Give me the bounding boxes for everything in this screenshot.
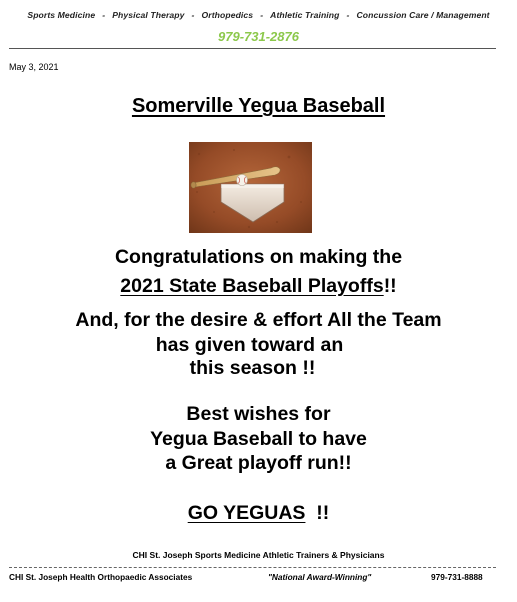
wishes-line-1: Best wishes for	[186, 403, 331, 425]
separator: -	[191, 10, 195, 20]
service-concussion-care: Concussion Care / Management	[356, 10, 490, 20]
services-line	[0, 10, 517, 20]
footer-divider	[9, 567, 496, 568]
footer-award: "National Award-Winning"	[268, 572, 372, 582]
service-athletic-training: Athletic Training	[270, 10, 340, 20]
desire-line-3: this season !!	[189, 357, 316, 379]
desire-line-1: And, for the desire & effort All the Team	[75, 309, 442, 331]
baseball-photo-graphic	[189, 142, 312, 233]
separator: -	[346, 10, 350, 20]
desire-line-2: has given toward an	[155, 334, 344, 356]
cheer-line	[0, 502, 517, 525]
service-orthopedics: Orthopedics	[201, 10, 254, 20]
service-sports-medicine: Sports Medicine	[27, 10, 96, 20]
service-physical-therapy: Physical Therapy	[112, 10, 185, 20]
header-divider	[9, 48, 496, 49]
state-playoffs-text: 2021 State Baseball Playoffs	[120, 275, 384, 297]
congrats-exclaim: !!	[383, 275, 397, 297]
header-phone[interactable]: 979-731-2876	[218, 29, 299, 44]
congrats-line-2	[0, 275, 517, 298]
cheer-exclaim: !!	[316, 502, 330, 524]
congrats-line-1: Congratulations on making the	[114, 246, 403, 268]
footer-phone[interactable]: 979-731-8888	[431, 572, 483, 582]
footer-organization: CHI St. Joseph Health Orthopaedic Associates	[9, 572, 193, 582]
letter-title	[0, 95, 517, 118]
baseball-home-plate-photo	[189, 142, 312, 233]
letter-title-text: Somerville Yegua Baseball	[131, 95, 386, 117]
letter-date: May 3, 2021	[9, 62, 59, 72]
wishes-line-3: a Great playoff run!!	[165, 452, 352, 474]
separator: -	[260, 10, 264, 20]
organization-signature: CHI St. Joseph Sports Medicine Athletic Trainers & Physicians	[132, 550, 385, 560]
go-yeguas-text: GO YEGUAS	[187, 502, 306, 524]
separator: -	[102, 10, 106, 20]
wishes-line-2: Yegua Baseball to have	[150, 428, 367, 450]
